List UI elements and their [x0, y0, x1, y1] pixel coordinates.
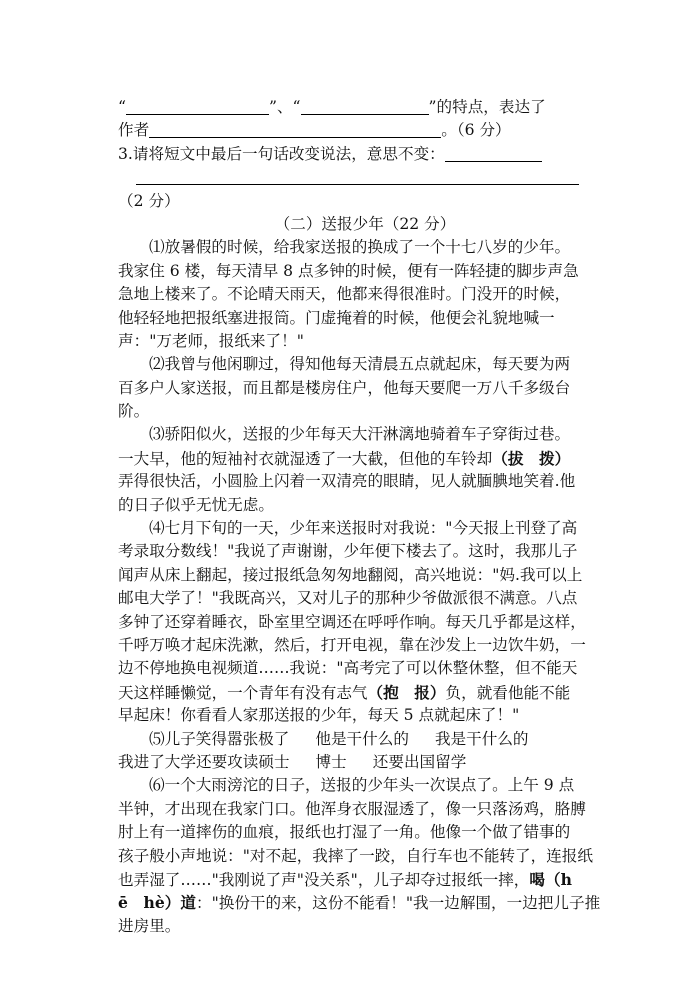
paragraph-line: 他轻轻地把报纸塞进报筒。门虚掩着的时候，他便会礼貌地喊一 [118, 308, 555, 327]
paragraph-line [118, 681, 578, 704]
paragraph-1 [118, 236, 578, 353]
paragraph-text: 博士 [315, 752, 347, 771]
paragraph-text: 负，就看他能不能 [445, 683, 571, 702]
paragraph-line: 声："万老师，报纸来了！" [118, 331, 304, 350]
article-body [118, 96, 601, 938]
paragraph-line: 多钟了还穿着睡衣，卧室里空调还在呼呼作响。每天几乎都是这样， [118, 612, 586, 631]
paragraph-line: ⑶骄阳似火，送报的少年每天大汗淋漓地骑着车子穿街过巷。 [149, 425, 571, 444]
quote-mark: “ [118, 98, 126, 116]
paragraph-5 [118, 728, 578, 775]
paragraph-text: 他是干什么的 [315, 729, 409, 748]
paragraph-line: 百多户人家送报，而且都是楼房住户，他每天要爬一万八千多级台 [118, 378, 571, 397]
answer-blank[interactable] [136, 168, 579, 185]
paragraph-line: 早起床！你看看人家那送报的少年，每天 5 点就起床了！" [118, 706, 520, 725]
paragraph-line: 我家住 6 楼，每天清早 8 点多钟的时候，便有一阵轻捷的脚步声急 [118, 261, 579, 280]
paragraph-text: 还要出国留学 [372, 752, 467, 771]
answer-blank[interactable] [445, 145, 542, 162]
question-score: 。（6 分） [441, 121, 511, 140]
paragraph-3 [118, 423, 578, 517]
paragraph-line: 边不停地换电视频道……我说："高考完了可以休整休整，但不能天 [118, 659, 578, 678]
paragraph-text: ："换份干的来，这份不能看！"我一边解围，一边把儿子推 [195, 894, 601, 913]
question-text: ”的特点，表达了 [428, 98, 546, 116]
paragraph-line: 肘上有一道摔伤的血痕，报纸也打湿了一角。他像一个做了错事的 [118, 823, 571, 842]
paragraph-line: ⑷七月下旬的一天，少年来送报时对我说："今天报上刊登了高 [149, 519, 578, 538]
answer-blank[interactable] [149, 121, 441, 138]
pinyin-choice-option: 喝（h [529, 869, 572, 889]
question-2-line-2 [118, 119, 578, 142]
question-text: 作者 [118, 121, 150, 140]
paragraph-line: 进房里。 [118, 916, 181, 935]
paragraph-text: 天这样睡懒觉，一个青年有没有志气 [118, 683, 368, 702]
paragraph-line: 急地上楼来了。不论晴天雨天，他都来得很准时。门没开的时候， [118, 285, 571, 304]
paragraph-line [118, 728, 578, 751]
paragraph-4 [118, 517, 586, 728]
paragraph-line: 弄得很快活，小圆脸上闪着一双清亮的眼睛，见人就腼腆地笑着.他 [118, 472, 576, 491]
quote-mark: ”、“ [268, 98, 301, 116]
question-2-continued [118, 96, 578, 119]
question-3-answer-line [118, 166, 578, 189]
paragraph-line: 考录取分数线！"我说了声谢谢，少年便下楼去了。这时，我那儿子 [118, 542, 578, 561]
answer-blank[interactable] [301, 98, 429, 115]
paragraph-line: ⑵我曾与他闲聊过，得知他每天清晨五点就起床，每天要为两 [149, 355, 571, 374]
paragraph-line: 闻声从床上翻起，接过报纸急匆匆地翻阅，高兴地说："妈.我可以上 [118, 565, 583, 584]
paragraph-text: 我是干什么的 [434, 729, 529, 748]
paragraph-line [118, 868, 578, 891]
question-3 [118, 143, 578, 166]
paragraph-line: 半钟，才出现在我家门口。他浑身衣服湿透了，像一只落汤鸡，胳膊 [118, 799, 586, 818]
word-choice-option: （拔 拨） [492, 448, 571, 468]
paragraph-text: ⑸儿子笑得嚣张极了 [149, 729, 290, 748]
question-3-score: （2 分） [118, 191, 180, 210]
paragraph-line: 邮电大学了！"我既高兴，又对儿子的那种少爷做派很不满意。八点 [118, 589, 578, 608]
answer-blank[interactable] [126, 98, 269, 115]
paragraph-text: 也弄湿了……"我刚说了声"没关系"，儿子却夺过报纸一摔， [118, 870, 530, 889]
paragraph-line: 千呼万唤才起床洗漱，然后，打开电视，靠在沙发上一边饮牛奶，一 [118, 635, 586, 654]
paragraph-line: 的日子似乎无忧无虑。 [118, 495, 274, 514]
paragraph-6 [118, 774, 601, 938]
paragraph-line [118, 891, 601, 914]
paragraph-line: 孩子般小声地说："对不起，我摔了一跤，自行车也不能转了，连报纸 [118, 846, 593, 865]
paragraph-text: 一大早，他的短袖衬衣就湿透了一大截，但他的车铃却 [118, 449, 493, 468]
word-choice-option: （抱 报） [367, 682, 446, 702]
paragraph-line [118, 447, 578, 470]
section-title: （二）送报少年（22 分） [274, 214, 456, 233]
paragraph-text: 我进了大学还要攻读硕士 [118, 752, 290, 771]
paragraph-line [118, 751, 578, 774]
paragraph-line: ⑴放暑假的时候，给我家送报的换成了一个十七八岁的少年。 [149, 238, 571, 257]
pinyin-choice-option: ē hè）道 [118, 893, 196, 913]
paragraph-line: 阶。 [118, 402, 150, 421]
paragraph-2 [118, 353, 578, 423]
paragraph-line: ⑹一个大雨滂沱的日子，送报的少年头一次误点了。上午 9 点 [149, 776, 575, 795]
question-text: 3.请将短文中最后一句话改变说法，意思不变： [118, 144, 445, 163]
